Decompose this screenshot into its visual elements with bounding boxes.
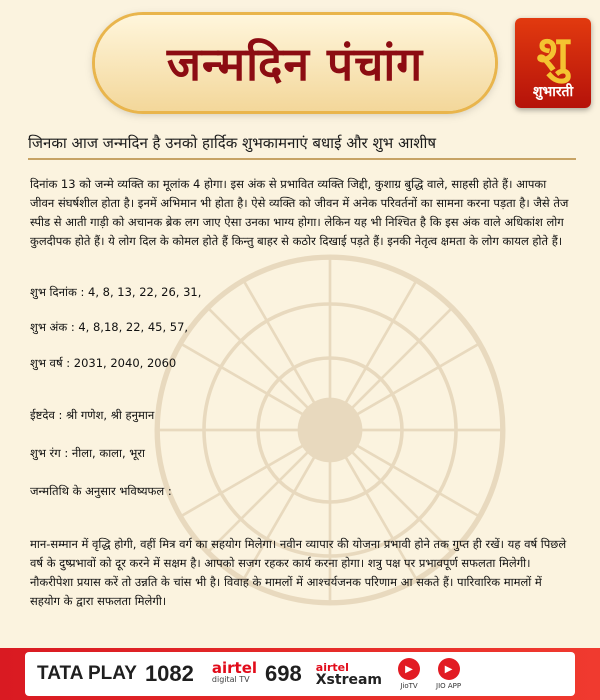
lucky-colors: शुभ रंग : नीला, काला, भूरा [30,446,146,460]
ad-footer [0,648,600,700]
title-banner [95,15,495,111]
lucky-years: शुभ वर्ष : 2031, 2040, 2060 [30,356,177,370]
page-title: जन्मदिन पंचांग [166,37,424,91]
lucky-dates: शुभ दिनांक : 4, 8, 13, 22, 26, 31, [30,285,202,299]
xstream-top-label: airtel [315,661,349,674]
airtel-xstream-logo [316,661,382,687]
intro-paragraph: दिनांक 13 को जन्मे व्यक्ति का मूलांक 4 होगा। इस अंक से प्रभावित व्यक्ति जिद्दी, कुशाग्र बुद्धि वाले, साहसी होते हैं। आपका जीवन संघर्षशील होता है। इनमें अभिमान भी होता है। ऐसे व्यक्ति को जीवन में अनेक परिवर्तनों का सामना करना पड़ता है। जैसे तेज स्पीड से आती गाड़ी को अचानक ब्रेक लग जाए ऐसा उनका भाग्य होगा। लेकिन यह भी निश्चित है कि इस अंक वाले अधिकांश लोग कुलदीपक होते हैं। ये लोग दिल के कोमल होते हैं किन्तु बाहर से कठोर दिखाई पड़ते हैं। इनकी नेतृत्व क्षमता के लोग कायल होते हैं। [30,177,569,248]
intro-block [30,175,570,251]
airtel-channel: 698 [265,661,302,686]
airtel-label: airtel [211,659,258,677]
brand-logo [515,18,591,108]
lucky-numbers: शुभ अंक : 4, 8,18, 22, 45, 57, [30,320,189,334]
airtel-dtv-logo [211,659,258,686]
divider [28,158,576,160]
ad-banner[interactable] [25,652,575,696]
jio-app-label: JIO APP [436,682,462,690]
greeting-heading: जिनका आज जन्मदिन है उनको हार्दिक शुभकामनाएं बधाई और शुभ आशीष [28,134,437,152]
jio-app[interactable] [436,658,461,690]
jiotv-label: JioTV [400,682,418,690]
logo-glyph: शु [536,26,570,82]
jiotv-app[interactable] [398,658,420,690]
prediction-paragraph: मान-सम्मान में वृद्धि होगी, वहीं मित्र वर्ग का सहयोग मिलेगा। नवीन व्यापार की योजना प्रभावी होने तक गुप्त ही रखें। यह वर्ष पिछले वर्ष के दुष्प्रभावों को दूर करने में सक्षम है। आपको सजग रहकर कार्य करना होगा। शत्रु पक्ष पर प्रभावपूर्ण सफलता मिलेगी। नौकरीपेशा प्रयास करें तो उन्नति के चांस भी है। विवाह के मामलों में आश्चर्यजनक परिणाम आ सकते हैं। पारिवारिक मामलों में सहयोग के द्वारा सफलता मिलेगी। [30,537,567,608]
xstream-label: Xstream [315,672,383,688]
jio-app-icon: ▶ [438,658,460,680]
logo-text: शुभारती [532,84,574,100]
deity: ईष्टदेव : श्री गणेश, श्री हनुमान [30,408,155,422]
jiotv-icon: ▶ [398,658,420,680]
tata-play-label: TATA PLAY [37,663,137,684]
airtel-sub-label: digital TV [211,675,250,684]
header [0,0,600,120]
prediction-heading: जन्मतिथि के अनुसार भविष्यफल : [30,484,172,498]
tata-play-channel: 1082 [144,661,194,686]
